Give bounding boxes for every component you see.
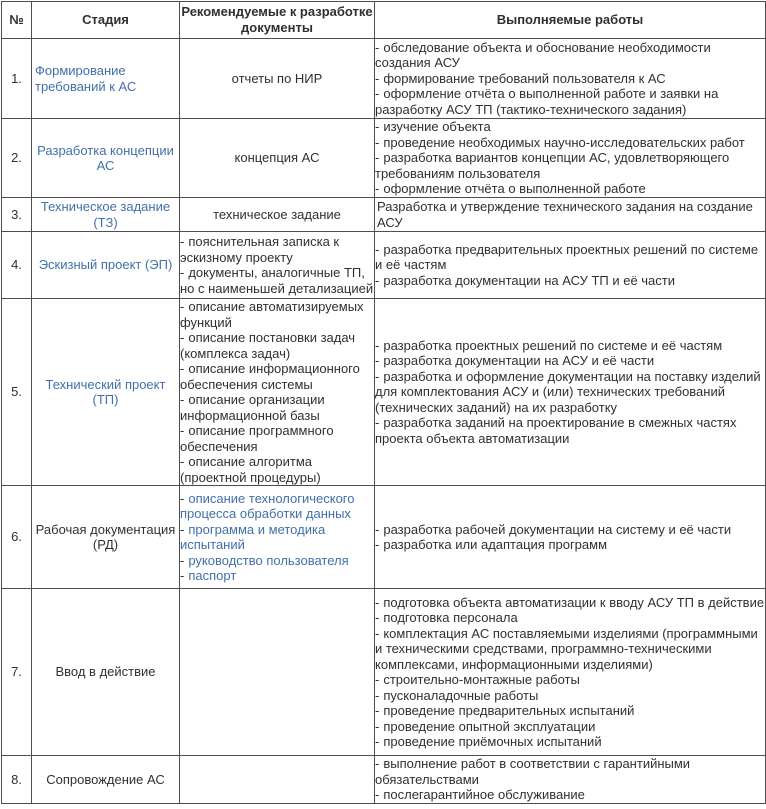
list-item [180, 361, 374, 392]
stages-table [1, 1, 766, 804]
list-item [180, 299, 374, 330]
works-cell [375, 119, 766, 198]
list-item-text: изучение объекта [383, 119, 491, 135]
list-item [180, 553, 374, 569]
list-dash: - [375, 594, 380, 610]
list-item [180, 568, 374, 584]
list-dash: - [375, 70, 380, 86]
list-item-text: разработка рабочей документации на систему и её части [383, 521, 732, 537]
row-number: 8. [2, 756, 32, 804]
list-item-text: пояснительная записка к эскизному проекту [180, 234, 340, 265]
works-cell [375, 589, 766, 756]
stage-link[interactable]: Разработка концепции АС [37, 142, 174, 173]
table-row [2, 756, 766, 804]
list-item-text: разработка документации на АСУ ТП и её части [383, 272, 675, 288]
list-item [375, 703, 765, 719]
list-dash: - [180, 234, 185, 249]
row-number: 1. [2, 39, 32, 119]
list-item [375, 369, 765, 416]
list-item [180, 234, 374, 265]
list-item-text: документы, аналогичные ТП, но с наименьшей детализацией [180, 265, 374, 296]
list-dash: - [375, 521, 380, 537]
list-item [375, 71, 765, 87]
list-item-text: разработка заданий на проектирование в смежных частях проекта объекта автоматизации [375, 415, 737, 446]
stage-link[interactable]: Эскизный проект (ЭП) [38, 257, 173, 273]
list-item [375, 787, 765, 803]
list-dash: - [375, 39, 380, 55]
stage-link[interactable]: Технический проект (ТП) [45, 376, 166, 407]
row-number: 6. [2, 486, 32, 589]
stage-cell: Сопровождение АС [32, 756, 180, 804]
list-dash: - [375, 610, 380, 625]
list-item [375, 626, 765, 673]
list-dash: - [375, 672, 380, 687]
list-item [375, 353, 765, 369]
list-item [375, 595, 765, 611]
list-dash: - [375, 272, 380, 288]
docs-cell: техническое задание [180, 198, 375, 232]
works-cell [375, 486, 766, 589]
list-item [375, 338, 765, 354]
docs-cell: отчеты по НИР [180, 39, 375, 119]
list-item-text[interactable]: руководство пользователя [188, 552, 349, 568]
list-item-text[interactable]: программа и методика испытаний [180, 521, 326, 552]
list-dash: - [375, 353, 380, 369]
docs-cell: концепция АС [180, 119, 375, 198]
list-item-text: формирование требований пользователя к АС [383, 70, 666, 86]
docs-cell [180, 486, 375, 589]
list-item [180, 330, 374, 361]
list-item [375, 672, 765, 688]
list-dash: - [180, 392, 185, 407]
list-dash: - [180, 299, 185, 314]
table-row [2, 589, 766, 756]
list-dash: - [375, 368, 380, 384]
works-cell: Разработка и утверждение технического задания на создание АСУ [375, 198, 766, 232]
list-item-text: проведение опытной эксплуатации [383, 718, 596, 734]
works-cell [375, 39, 766, 119]
docs-cell [180, 232, 375, 299]
list-dash: - [180, 490, 185, 506]
list-item [375, 273, 765, 289]
row-number: 2. [2, 119, 32, 198]
list-item-text: оформление отчёта о выполненной работе [383, 181, 646, 197]
table-row [2, 232, 766, 299]
list-item-text: пусконаладочные работы [383, 687, 539, 703]
list-item-text: выполнение работ в соответствии с гарантийными обязательствами [375, 756, 691, 787]
list-item [375, 86, 765, 117]
list-dash: - [375, 119, 380, 135]
list-item-text: подготовка персонала [383, 610, 518, 625]
row-number: 5. [2, 299, 32, 486]
works-cell [375, 756, 766, 804]
list-item [180, 392, 374, 423]
list-item [375, 119, 765, 135]
header-row [2, 2, 766, 39]
list-dash: - [375, 150, 380, 166]
list-item-text: разработка документации на АСУ и её части [383, 353, 655, 369]
list-item-text: послегарантийное обслуживание [383, 787, 585, 803]
list-dash: - [375, 134, 380, 150]
list-item [375, 688, 765, 704]
list-item [375, 734, 765, 750]
row-number: 7. [2, 589, 32, 756]
list-item [375, 40, 765, 71]
works-cell [375, 299, 766, 486]
list-dash: - [375, 337, 380, 353]
list-item [180, 491, 374, 522]
list-item-text: проведение предварительных испытаний [383, 703, 635, 718]
list-item [375, 537, 765, 553]
list-item [375, 719, 765, 735]
list-item [375, 610, 765, 626]
list-item-text: разработка проектных решений по системе и её частям [383, 337, 723, 353]
list-dash: - [180, 568, 185, 583]
list-item-text: разработка предварительных проектных решений по системе и её частям [375, 241, 759, 273]
list-item [375, 242, 765, 273]
list-dash: - [375, 756, 380, 772]
list-item-text: оформление отчёта о выполненной работе и заявки на разработку АСУ ТП (тактико-технического задания) [375, 86, 719, 117]
row-number: 3. [2, 198, 32, 232]
list-item-text: строительно-монтажные работы [383, 672, 580, 687]
list-item-text: описание программного обеспечения [180, 423, 334, 454]
list-item-text: разработка вариантов концепции АС, удовлетворяющего требованиям пользователя [375, 150, 730, 181]
list-dash: - [180, 423, 185, 438]
list-dash: - [375, 787, 380, 803]
list-item [375, 522, 765, 538]
table-row [2, 486, 766, 589]
docs-cell [180, 299, 375, 486]
header-num: № [2, 2, 32, 39]
row-number: 4. [2, 232, 32, 299]
list-dash: - [180, 265, 185, 280]
list-item-text: разработка или адаптация программ [383, 537, 608, 552]
list-dash: - [375, 241, 380, 257]
list-item-text: описание автоматизируемых функций [180, 299, 364, 330]
stage-link[interactable]: Формирование требований к АС [35, 63, 137, 94]
list-item-text: разработка и оформление документации на поставку изделий для комплектования АСУ и (или) технических требований (технических заданий) на их разработку [375, 368, 761, 415]
list-item-text: описание алгоритма (проектной процедуры) [180, 454, 321, 485]
list-dash: - [375, 703, 380, 718]
list-item-text: проведение необходимых научно-исследовательских работ [383, 134, 745, 150]
list-item [375, 181, 765, 197]
list-item-text: подготовка объекта автоматизации к вводу АСУ ТП в действие [383, 594, 765, 610]
list-item [375, 135, 765, 151]
table-row [2, 119, 766, 198]
list-dash: - [180, 552, 185, 568]
list-item [180, 454, 374, 485]
list-dash: - [180, 454, 185, 469]
list-item-text: проведение приёмочных испытаний [383, 734, 602, 749]
list-item-text: описание организации информационной базы [180, 392, 325, 423]
table-row [2, 39, 766, 119]
list-item [180, 423, 374, 454]
list-dash: - [375, 625, 380, 641]
stage-link[interactable]: Техническое задание (ТЗ) [40, 199, 171, 230]
list-dash: - [180, 521, 185, 537]
list-item-text[interactable]: описание технологического процесса обработки данных [180, 490, 355, 521]
list-dash: - [375, 718, 380, 734]
table-row [2, 198, 766, 232]
list-dash: - [180, 330, 185, 345]
list-item-text[interactable]: паспорт [188, 568, 237, 583]
list-dash: - [180, 361, 185, 376]
list-item [180, 522, 374, 553]
list-dash: - [375, 734, 380, 749]
header-docs: Рекомендуемые к разработке документы [180, 2, 375, 39]
list-item-text: обследование объекта и обоснование необходимости создания АСУ [375, 39, 711, 71]
list-item [375, 415, 765, 446]
list-dash: - [375, 181, 380, 197]
list-item-text: описание информационного обеспечения системы [180, 361, 360, 392]
list-item-text: описание постановки задач (комплекса задач) [180, 330, 356, 361]
list-dash: - [375, 415, 380, 431]
list-item-text: комплектация АС поставляемыми изделиями (программными и техническими средствами, программно-техническими комплексами, информационными изделиями) [375, 625, 758, 672]
list-item [375, 150, 765, 181]
list-item [180, 265, 374, 296]
header-stage: Стадия [32, 2, 180, 39]
list-dash: - [375, 537, 380, 552]
works-cell [375, 232, 766, 299]
docs-cell [180, 589, 375, 756]
list-item [375, 756, 765, 787]
header-works: Выполняемые работы [375, 2, 766, 39]
list-dash: - [375, 86, 380, 102]
stage-cell: Рабочая документация (РД) [32, 486, 180, 589]
stage-cell: Ввод в действие [32, 589, 180, 756]
docs-cell [180, 756, 375, 804]
table-row [2, 299, 766, 486]
list-dash: - [375, 687, 380, 703]
